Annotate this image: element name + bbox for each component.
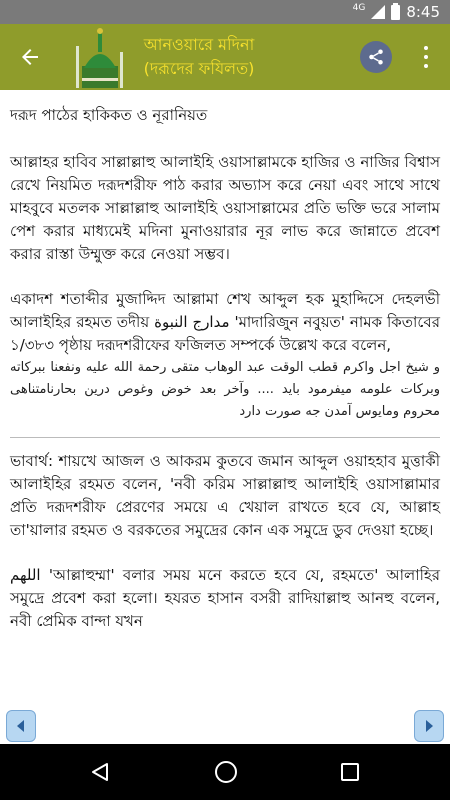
- signal-icon: [371, 5, 385, 19]
- status-icons: [353, 3, 440, 21]
- share-button[interactable]: [360, 41, 392, 73]
- app-bar: [0, 24, 450, 90]
- status-time: 8:45: [406, 3, 440, 21]
- more-vert-icon[interactable]: [420, 43, 432, 71]
- arrow-right-tab-icon: [421, 718, 437, 734]
- divider: [10, 437, 440, 438]
- paragraph: ভাবার্থ: শায়খে আজল ও আকরম কুতবে জমান আব্দুল ওয়াহহাব মুত্তাকী আলাইহির রহমত বলেন, 'নবী করিম সাল্লাল্লাহু আলাইহি ওয়াসাল্লামার প্রতি দরূদশরীফ প্রেরণের সময়ে এ খেয়াল রাখতে হবে যে, আল্লাহ তা'য়ালার রহমত ও বরকতের সমুদ্রের কোন এক সমুদ্রে ডুব দেওয়া হচ্ছে।: [10, 452, 440, 539]
- green-dome-icon: [74, 26, 126, 88]
- paragraph: আল্লাহর হাবিব সাল্লাল্লাহু আলাইহি ওয়াসাল্লামকে হাজির ও নাজির বিশ্বাস রেখে নিয়মিত দরূদশরীফ পাঠ করার অভ্যাস করে নেয়া এবং সাথে সাথে মাহবুবে মতলক সাল্লাল্লাহু আলাইহি ওয়াসাল্লামের প্রতি ভক্তি ভরে সালাম পেশ করার মাধ্যমেই মদিনা মুনাওয়ারার নূর লাভ করে জান্নাতে প্রবেশ করার রাস্তা উম্মুক্ত করে নেওয়া সম্ভব।: [10, 153, 440, 263]
- nav-home-icon[interactable]: [215, 761, 237, 783]
- arrow-back-icon: [18, 45, 42, 69]
- battery-icon: [391, 5, 400, 20]
- nav-recent-apps-icon[interactable]: [341, 763, 359, 781]
- arabic-quote: و شيخ اجل واكرم قطب الوقت عبد الوهاب متقى رحمة الله عليه ونفعنا ببركاته وبركات علومه ميفرمود بايد .... وآخر بعد خوض وغوص درين بحارنامتناهى محروم ومايوس آمدن جه صورت دارد: [10, 360, 440, 419]
- paragraph: اللهم 'আল্লাহুম্মা' বলার সময় মনে করতে হবে যে, রহমতে' আলাহির সমুদ্রে প্রবেশ করা হলো। হযরত হাসান বসরী রাদিয়াল্লাহু আনহু বলেন, নবী প্রেমিক বান্দা যখন: [10, 566, 440, 630]
- share-icon: [367, 48, 385, 66]
- prev-page-button[interactable]: [6, 710, 36, 742]
- arrow-left-tab-icon: [13, 718, 29, 734]
- next-page-button[interactable]: [414, 710, 444, 742]
- navigation-bar: [0, 744, 450, 800]
- app-title: [124, 33, 274, 81]
- article-heading: দরূদ পাঠের হাকিকত ও নূরানিয়ত: [10, 106, 208, 124]
- app-title-line2: (দরূদের ফযিলত): [143, 59, 255, 78]
- status-bar: [0, 0, 450, 24]
- nav-back-icon[interactable]: [89, 761, 111, 783]
- back-button[interactable]: [14, 41, 46, 73]
- network-type: 4G: [352, 3, 366, 13]
- app-title-line1: আনওয়ারে মদিনা: [143, 35, 255, 54]
- paragraph: একাদশ শতাব্দীর মুজাদ্দিদ আল্লামা শেখ আব্দুল হক মুহাদ্দিসে দেহলভী আলাইহির রহমত তদীয় مدارج النبوة 'মাদারিজুন নবুয়ত' নামক কিতাবের ১/৩৮৩ পৃষ্ঠায় দরূদশরীফের ফজিলত সম্পর্কে উল্লেখ করে বলেন,: [10, 290, 440, 354]
- article-content[interactable]: [0, 90, 450, 740]
